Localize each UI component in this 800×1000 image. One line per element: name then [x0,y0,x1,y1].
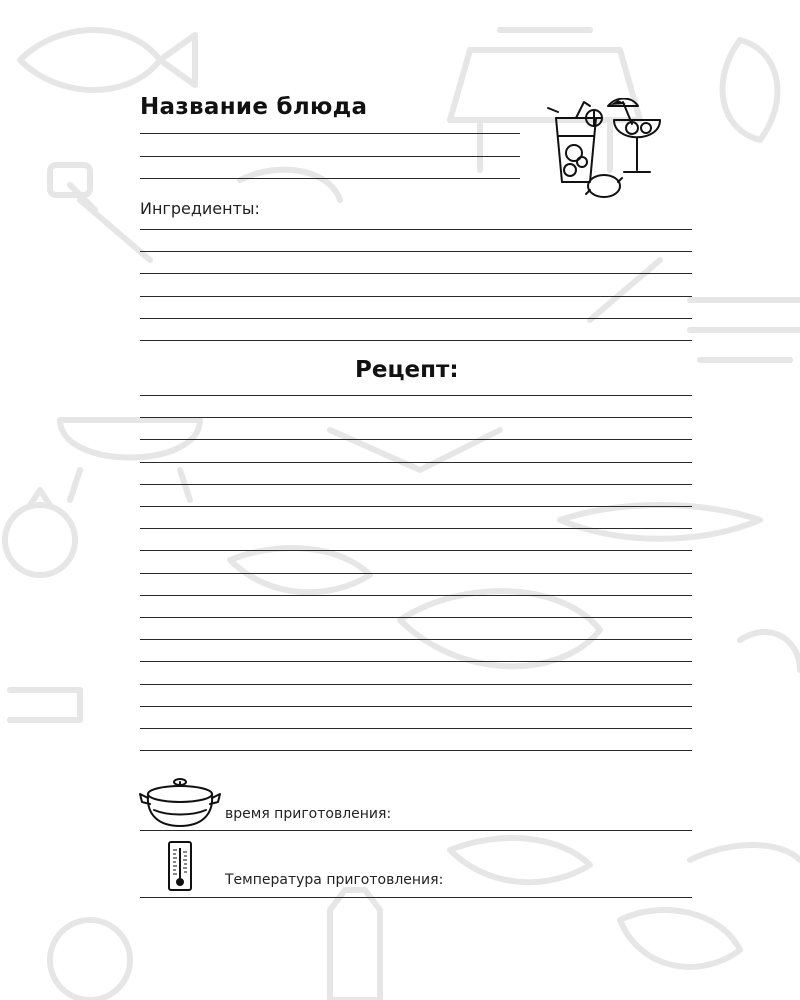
recipe-line [140,573,692,574]
ingredient-line [140,273,692,274]
ingredient-line [140,251,692,252]
cook-temp-label: Температура приготовления: [225,872,444,888]
dish-name-line-2 [140,156,520,157]
cocktail-glasses-icon [538,98,668,206]
ingredient-line [140,318,692,319]
ingredient-line [140,229,692,230]
cook-time-line [140,830,692,831]
cook-time-label: время приготовления: [225,806,392,822]
recipe-line [140,595,692,596]
recipe-line [140,550,692,551]
recipe-line [140,661,692,662]
ingredients-label: Ингредиенты: [140,199,260,218]
recipe-line [140,684,692,685]
recipe-line [140,728,692,729]
ingredient-line [140,296,692,297]
recipe-line [140,439,692,440]
ingredient-line [140,340,692,341]
recipe-line [140,706,692,707]
recipe-line [140,506,692,507]
recipe-line [140,462,692,463]
cook-temp-line [140,897,692,898]
recipe-line [140,528,692,529]
dish-name-line-3 [140,178,520,179]
recipe-line [140,417,692,418]
dish-name-label: Название блюда [140,94,368,120]
recipe-line [140,395,692,396]
cooking-pot-icon [138,776,222,830]
recipe-line [140,750,692,751]
recipe-label: Рецепт: [355,357,459,383]
recipe-line [140,617,692,618]
recipe-line [140,639,692,640]
recipe-line [140,484,692,485]
thermometer-icon [166,840,194,892]
dish-name-line-1 [140,133,520,134]
